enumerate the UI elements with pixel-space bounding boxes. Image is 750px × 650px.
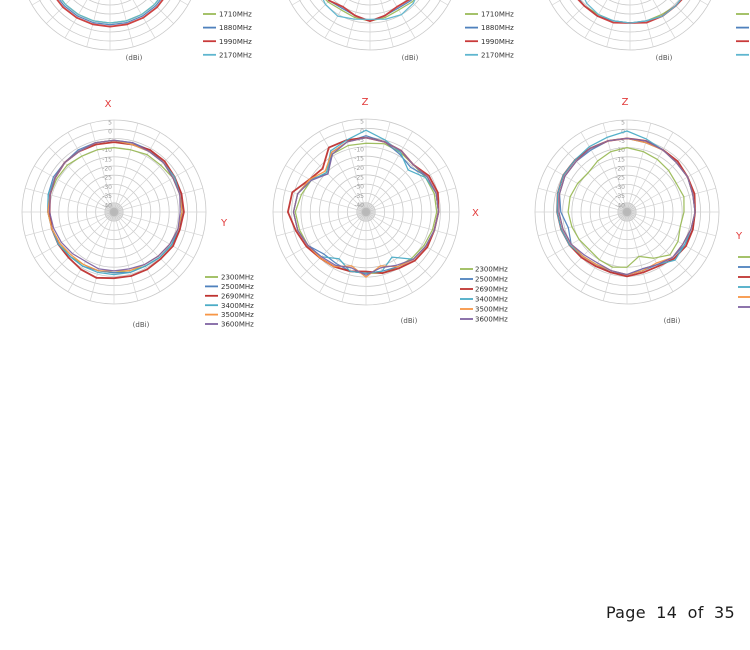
legend-item-label: 3600MHz [221,320,254,329]
radial-tick-label: 5 [360,118,364,126]
chart-legend [460,266,508,324]
plane-axis-label-side: Y [736,231,743,242]
radial-tick-label: -5 [619,137,625,145]
radial-tick-label: 0 [360,127,364,135]
polar-grid [280,0,460,50]
radial-tick-labels [102,120,112,210]
polar-chart-row2-col2 [273,97,508,325]
plane-axis-label-side: Y [221,218,228,229]
unit-label: (dBi) [400,317,418,325]
plane-axis-label-side: X [472,208,479,219]
plane-axis-label-top: Z [621,97,629,108]
radial-tick-label: -20 [102,165,112,173]
polar-chart-row1-col2 [280,0,514,62]
radial-tick-label: 0 [621,128,625,136]
legend-item-label: 2300MHz [475,265,508,274]
legend-item-label: 1990MHz [219,37,252,46]
radial-tick-label: -15 [354,155,364,163]
legend-item-label: 2500MHz [221,283,254,291]
plane-axis-label-top: X [104,99,112,110]
legend-item-label: 3500MHz [475,305,508,314]
unit-label: (dBi) [132,321,150,329]
unit-label: (dBi) [125,54,143,62]
radial-tick-label: -30 [615,183,625,191]
legend-item-label: 3400MHz [221,301,254,310]
polar-grid [540,0,720,50]
legend-item-label: 2690MHz [475,285,508,294]
legend-item-label: 2170MHz [481,51,514,60]
polar-chart-row1-col3 [540,0,750,62]
radial-tick-label: -10 [354,146,364,154]
chart-legend [465,11,514,60]
radial-tick-label: -35 [615,193,625,201]
legend-item-label: 3600MHz [475,315,508,324]
legend-item-label: 2500MHz [475,275,508,284]
polar-chart-row2-col1 [22,99,254,329]
radial-tick-label: -5 [358,137,364,145]
radial-tick-label: -40 [615,202,625,210]
radial-tick-label: -5 [106,137,112,145]
radial-tick-label: -35 [102,193,112,201]
radial-tick-label: -10 [615,147,625,155]
radial-tick-label: -40 [354,202,364,210]
chart-legend [738,254,750,312]
legend-item-label: 1880MHz [481,24,514,33]
polar-chart-row2-col3 [535,97,750,325]
legend-item-label: 1710MHz [219,10,252,19]
legend-item-label: 1990MHz [481,37,514,46]
legend-item-label: 2690MHz [221,292,254,301]
radial-tick-label: -25 [354,174,364,182]
radial-tick-label: -15 [102,156,112,164]
unit-label: (dBi) [655,54,673,62]
radial-tick-label: -20 [354,165,364,172]
radial-tick-label: -25 [615,174,625,182]
legend-item-label: 3400MHz [475,295,508,304]
radial-tick-label: 5 [108,119,112,127]
radial-tick-label: -10 [102,147,112,155]
unit-label: (dBi) [663,317,681,325]
plane-axis-label-top: Z [361,97,369,108]
radial-tick-label: -30 [354,183,364,191]
legend-item-label: 2170MHz [219,51,252,60]
radial-tick-label: -15 [615,156,625,164]
radial-tick-label: -20 [615,165,625,173]
page-number: Page 14 of 35 [605,603,735,622]
unit-label: (dBi) [401,54,419,62]
chart-legend [205,274,254,329]
chart-legend [736,11,750,60]
radial-tick-label: -40 [102,202,112,210]
radial-tick-label: 0 [108,128,112,136]
legend-item-label: 3500MHz [221,311,254,320]
legend-item-label: 2300MHz [221,273,254,282]
radial-tick-label: -25 [102,174,112,182]
legend-item-label: 1880MHz [219,24,252,33]
polar-chart-row1-col1 [20,0,252,62]
radial-tick-label: 5 [621,119,625,127]
chart-legend [203,11,252,60]
radial-tick-label: -35 [354,192,364,200]
radial-tick-label: -30 [102,183,112,191]
legend-item-label: 1710MHz [481,10,514,19]
series-line-2170MHz [305,0,433,19]
